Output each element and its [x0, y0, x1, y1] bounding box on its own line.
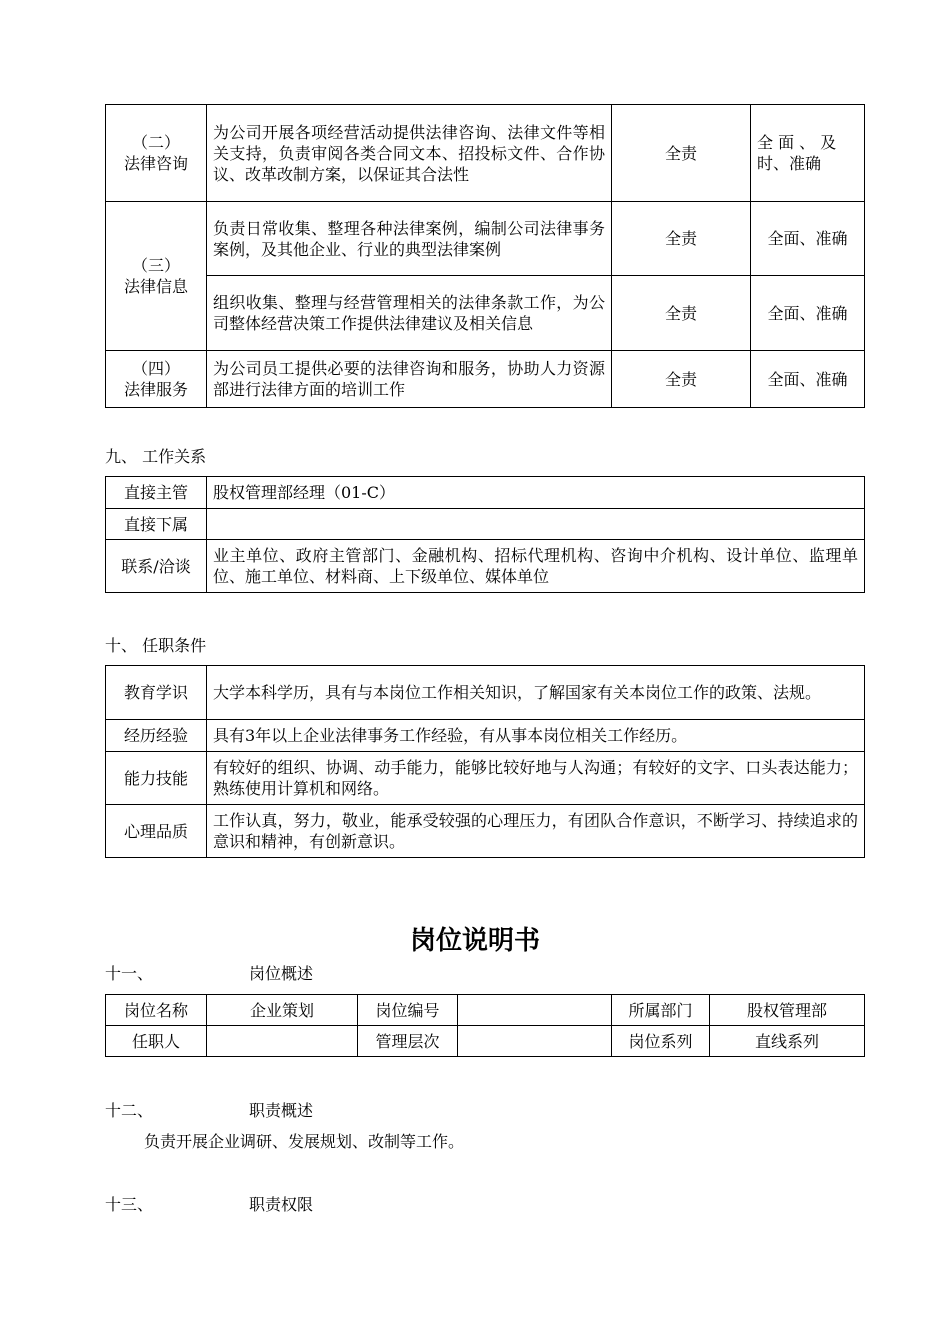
- label-position-series: 岗位系列: [612, 1026, 710, 1057]
- responsibility-level: 全责: [612, 276, 751, 351]
- duty-description: 负责日常收集、整理各种法律案例，编制公司法律事务案例，及其他企业、行业的典型法律案例: [207, 202, 612, 276]
- section-heading-qualifications: 十、 任职条件: [105, 636, 207, 655]
- duty-description: 组织收集、整理与经营管理相关的法律条款工作，为公司整体经营决策工作提供法律建议及相关信息: [207, 276, 612, 351]
- table-row: [106, 805, 865, 858]
- section-number: 十三、: [105, 1195, 154, 1214]
- category-num: （二）: [131, 133, 180, 152]
- position-overview-table: [105, 994, 865, 1057]
- row-value: 业主单位、政府主管部门、金融机构、招标代理机构、咨询中介机构、设计单位、监理单位、施工单位、材料商、上下级单位、媒体单位: [207, 540, 865, 593]
- duty-standard: 全面、准确: [751, 276, 865, 351]
- category-cell: [106, 202, 207, 351]
- value-position-series: 直线系列: [710, 1026, 865, 1057]
- table-row: [106, 202, 865, 276]
- category-cell: [106, 105, 207, 202]
- section-heading-work-relations: 九、 工作关系: [105, 447, 207, 466]
- duty-standard: 全面、准确: [751, 202, 865, 276]
- duty-summary-text: 负责开展企业调研、发展规划、改制等工作。: [144, 1132, 465, 1151]
- category-num: （四）: [131, 359, 180, 378]
- table-row: [106, 720, 865, 752]
- document-title: 岗位说明书: [409, 926, 540, 956]
- responsibility-level: 全责: [612, 351, 751, 408]
- table-row: [106, 752, 865, 805]
- row-label: 直接下属: [106, 509, 207, 540]
- category-name: 法律服务: [123, 380, 188, 399]
- label-department: 所属部门: [612, 995, 710, 1026]
- responsibility-level: 全责: [612, 202, 751, 276]
- duty-standard: 全 面 、 及时、准确: [751, 105, 865, 202]
- section-title: 职责权限: [249, 1195, 314, 1214]
- section-heading-duty-summary: [105, 1101, 313, 1121]
- value-position-code: [458, 995, 612, 1026]
- table-row: [106, 540, 865, 593]
- duties-table: [105, 104, 865, 408]
- table-row: [106, 477, 865, 509]
- row-label: 直接主管: [106, 477, 207, 509]
- category-name: 法律咨询: [123, 154, 188, 173]
- row-value: 具有3年以上企业法律事务工作经验，有从事本岗位相关工作经历。: [207, 720, 865, 752]
- table-row: [106, 1026, 865, 1057]
- category-name: 法律信息: [123, 277, 188, 296]
- row-label: 联系/洽谈: [106, 540, 207, 593]
- duty-description: 为公司员工提供必要的法律咨询和服务，协助人力资源部进行法律方面的培训工作: [207, 351, 612, 408]
- row-label: 能力技能: [106, 752, 207, 805]
- section-title: 职责概述: [249, 1101, 314, 1120]
- row-value: [207, 509, 865, 540]
- section-number: 十二、: [105, 1101, 154, 1120]
- section-heading-duty-authority: [105, 1195, 313, 1215]
- responsibility-level: 全责: [612, 105, 751, 202]
- table-row: [106, 105, 865, 202]
- table-row: [106, 666, 865, 720]
- label-incumbent: 任职人: [106, 1026, 207, 1057]
- value-position-name: 企业策划: [207, 995, 358, 1026]
- value-management-level: [458, 1026, 612, 1057]
- row-label: 经历经验: [106, 720, 207, 752]
- row-value: 有较好的组织、协调、动手能力，能够比较好地与人沟通；有较好的文字、口头表达能力；熟练使用计算机和网络。: [207, 752, 865, 805]
- section-heading-position-overview: [105, 964, 313, 984]
- section-title: 岗位概述: [249, 964, 314, 983]
- category-cell: [106, 351, 207, 408]
- table-row: [106, 995, 865, 1026]
- label-position-code: 岗位编号: [358, 995, 458, 1026]
- category-num: （三）: [131, 256, 180, 275]
- section-number: 十一、: [105, 964, 154, 983]
- table-row: [106, 509, 865, 540]
- work-relations-table: [105, 476, 865, 593]
- label-position-name: 岗位名称: [106, 995, 207, 1026]
- duty-description: 为公司开展各项经营活动提供法律咨询、法律文件等相关支持，负责审阅各类合同文本、招投标文件、合作协议、改革改制方案，以保证其合法性: [207, 105, 612, 202]
- table-row: [106, 276, 865, 351]
- row-value: 大学本科学历，具有与本岗位工作相关知识，了解国家有关本岗位工作的政策、法规。: [207, 666, 865, 720]
- row-value: 工作认真，努力，敬业，能承受较强的心理压力，有团队合作意识，不断学习、持续追求的意识和精神，有创新意识。: [207, 805, 865, 858]
- row-value: 股权管理部经理（01-C）: [207, 477, 865, 509]
- table-row: [106, 351, 865, 408]
- label-management-level: 管理层次: [358, 1026, 458, 1057]
- row-label: 心理品质: [106, 805, 207, 858]
- duty-standard: 全面、准确: [751, 351, 865, 408]
- value-incumbent: [207, 1026, 358, 1057]
- qualifications-table: [105, 665, 865, 858]
- value-department: 股权管理部: [710, 995, 865, 1026]
- row-label: 教育学识: [106, 666, 207, 720]
